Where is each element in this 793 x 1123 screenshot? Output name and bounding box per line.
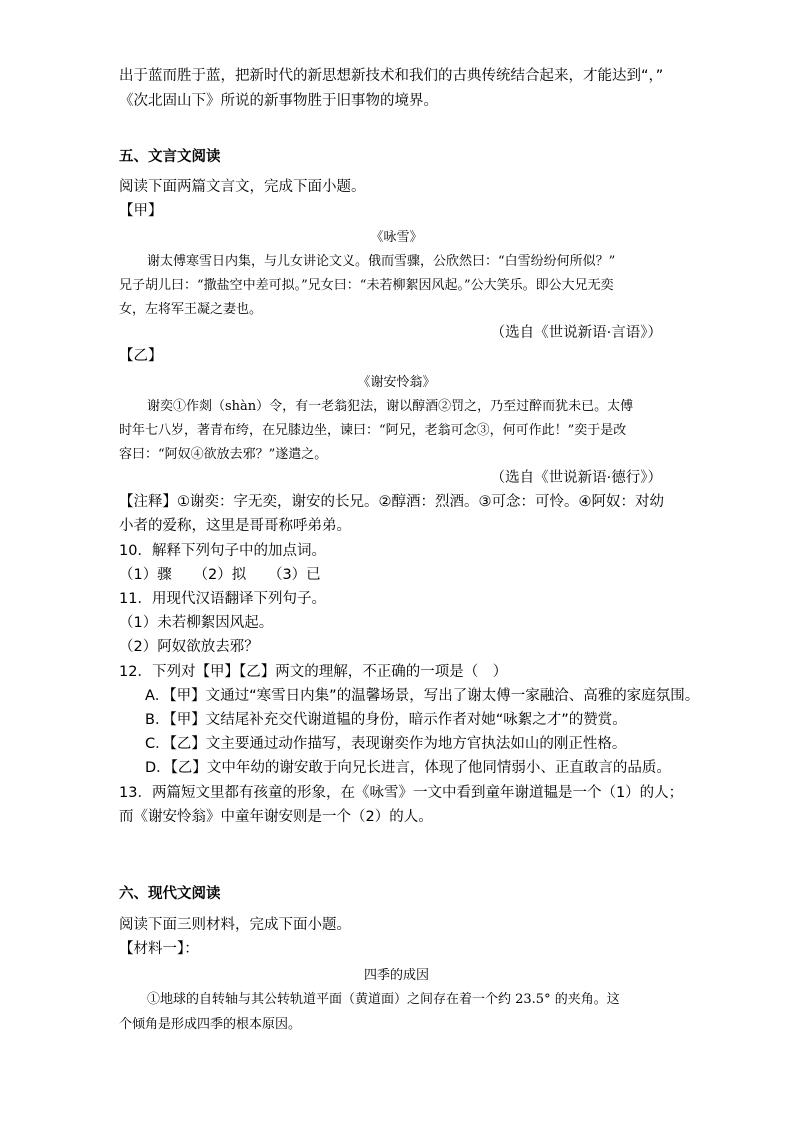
question-11-item: （2）阿奴欲放去邪？ <box>119 639 259 655</box>
jia-text-line: 谢太傅寒雪日内集，与儿女讲论文义。俄而雪骤，公欣然曰：“白雪纷纷何所似？” <box>147 254 616 269</box>
notes-line-1: 【注释】①谢奕：字无奕，谢安的长兄。②醇酒：烈酒。③可念：可怜。④阿奴：对幼 <box>119 494 664 510</box>
question-12-option-a: A．【甲】文通过“寒雪日内集”的温馨场景，写出了谢太傅一家融洽、高雅的家庭氛围。 <box>145 688 700 704</box>
material-1-line-2: 个倾角是形成四季的根本原因。 <box>119 1017 302 1032</box>
material-1-label: 【材料一】： <box>119 941 199 957</box>
question-10-items: （1）骤 （2）拟 （3）已 <box>119 567 321 583</box>
jia-title: 《咏雪》 <box>370 230 423 245</box>
yi-title: 《谢安怜翁》 <box>357 375 436 390</box>
question-12-option-b: B．【甲】文结尾补充交代谢道韫的身份，暗示作者对她“咏絮之才”的赞赏。 <box>145 712 627 728</box>
section-6-heading: 六、现代文阅读 <box>119 886 221 902</box>
intro-line-2: 《次北固山下》所说的新事物胜于旧事物的境界。 <box>119 93 438 109</box>
question-12: 12．下列对【甲】【乙】两文的理解，不正确的一项是（ ） <box>119 664 508 680</box>
question-10: 10．解释下列句子中的加点词。 <box>119 543 326 559</box>
notes-line-2: 小者的爱称，这里是哥哥称呼弟弟。 <box>119 518 351 534</box>
section-5-heading: 五、文言文阅读 <box>119 149 221 165</box>
yi-source: （选自《世说新语·德行》） <box>490 470 662 486</box>
material-1-line-1: ①地球的自转轴与其公转轨道平面（黄道面）之间存在着一个约 23.5° 的夹角。这 <box>147 992 620 1007</box>
question-12-option-d: D．【乙】文中年幼的谢安敢于向兄长进言，体现了他同情弱小、正直敢言的品质。 <box>145 760 671 776</box>
yi-text-line: 谢奕①作剡（shàn）令，有一老翁犯法，谢以醇酒②罚之，乃至过醉而犹未已。太傅 <box>147 399 634 414</box>
intro-line-1: 出于蓝而胜于蓝，把新时代的新思想新技术和我们的古典传统结合起来，才能达到“，” <box>119 68 664 84</box>
question-13-line-2: 而《谢安怜翁》中童年谢安则是一个（2）的人。 <box>119 809 433 825</box>
yi-text-line: 容曰：“阿奴④欲放去邪？”遂遣之。 <box>119 447 328 462</box>
yi-text-line: 时年七八岁，著青布绔，在兄膝边坐，谏曰：“阿兄，老翁可念③，何可作此！”奕于是改 <box>119 423 627 438</box>
question-13-line-1: 13．两篇短文里都有孩童的形象，在《咏雪》一文中看到童年谢道韫是一个（1）的人； <box>119 785 684 801</box>
section-5-instruction: 阅读下面两篇文言文，完成下面小题。 <box>119 179 366 195</box>
section-6-instruction: 阅读下面三则材料，完成下面小题。 <box>119 917 351 933</box>
question-11-item: （1）未若柳絮因风起。 <box>119 615 274 631</box>
jia-text-line: 兄子胡儿曰：“撒盐空中差可拟。”兄女曰：“未若柳絮因风起。”公大笑乐。即公大兄无奕 <box>119 278 614 293</box>
jia-source: （选自《世说新语·言语》） <box>490 325 662 341</box>
question-11: 11．用现代汉语翻译下列句子。 <box>119 591 326 607</box>
question-12-option-c: C．【乙】文主要通过动作描写，表现谢奕作为地方官执法如山的刚正性格。 <box>145 736 627 752</box>
jia-text-line: 女，左将军王凝之妻也。 <box>119 302 263 317</box>
material-1-title: 四季的成因 <box>363 968 429 983</box>
jia-label: 【甲】 <box>119 203 163 219</box>
yi-label: 【乙】 <box>119 348 163 364</box>
